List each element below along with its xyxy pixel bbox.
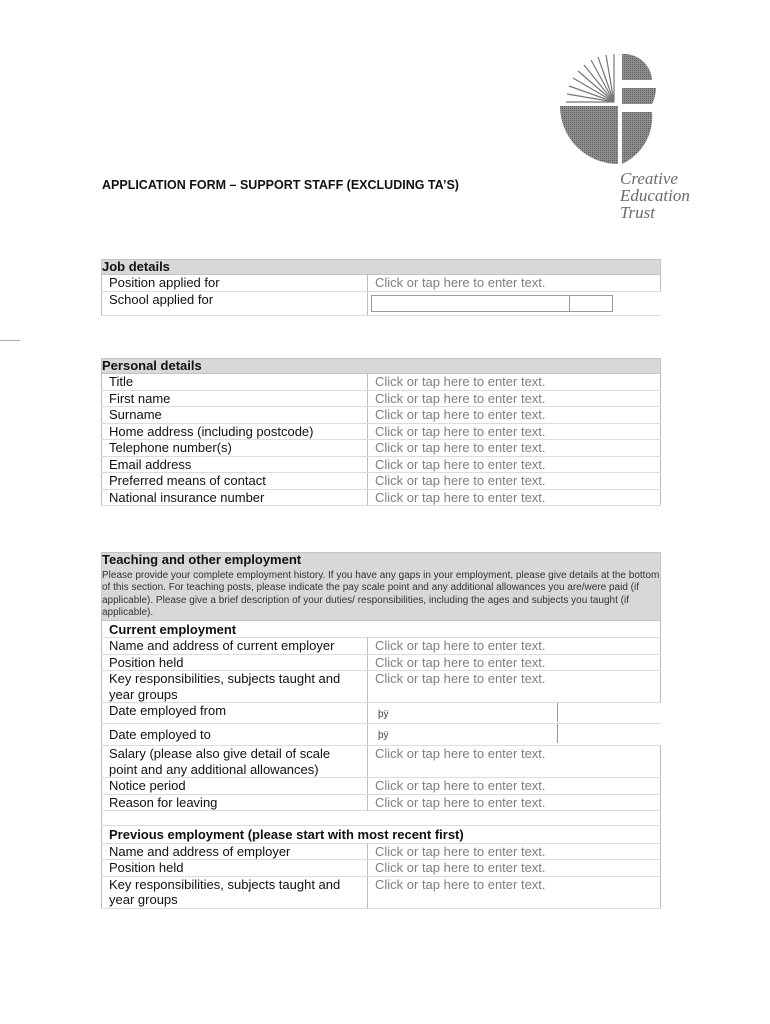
previous-responsibilities-label: Key responsibilities, subjects taught and year groups <box>102 876 368 908</box>
previous-responsibilities-field[interactable]: Click or tap here to enter text. <box>368 876 661 908</box>
date-to-label: Date employed to <box>102 723 368 746</box>
position-applied-label: Position applied for <box>102 275 368 292</box>
contact-means-label: Preferred means of contact <box>102 473 368 490</box>
salary-label: Salary (please also give detail of scale point and any additional allowances) <box>102 746 368 778</box>
date-from-label: Date employed from <box>102 703 368 724</box>
logo-wordmark: Creative Education Trust <box>620 169 690 222</box>
dropdown-arrow-icon[interactable] <box>569 296 612 311</box>
leaving-reason-field[interactable]: Click or tap here to enter text. <box>368 794 661 811</box>
employment-description: Please provide your complete employment history. If you have any gaps in your employment, please give details at the bottom of this section. For teaching posts, please indicate the pay scale point and any additional allowances you are/were paid (if applicable). Please give a brief description of your duties/ responsibilities, including the ages and subjects you taught (if applicable). <box>102 570 660 619</box>
home-address-label: Home address (including postcode) <box>102 423 368 440</box>
telephone-field[interactable]: Click or tap here to enter text. <box>368 440 661 457</box>
surname-label: Surname <box>102 407 368 424</box>
current-responsibilities-field[interactable]: Click or tap here to enter text. <box>368 671 661 703</box>
home-address-field[interactable]: Click or tap here to enter text. <box>368 423 661 440</box>
email-label: Email address <box>102 456 368 473</box>
school-applied-label: School applied for <box>102 291 368 315</box>
school-applied-dropdown[interactable] <box>371 295 613 312</box>
current-employer-field[interactable]: Click or tap here to enter text. <box>368 638 661 655</box>
previous-position-field[interactable]: Click or tap here to enter text. <box>368 860 661 877</box>
previous-employment-header: Previous employment (please start with most recent first) <box>102 826 661 844</box>
current-position-label: Position held <box>102 654 368 671</box>
page-title: APPLICATION FORM – SUPPORT STAFF (EXCLUDING TA’S) <box>102 178 459 192</box>
title-field[interactable]: Click or tap here to enter text. <box>368 374 661 391</box>
previous-position-label: Position held <box>102 860 368 877</box>
date-to-picker[interactable]: þÿ <box>368 724 558 743</box>
first-name-label: First name <box>102 390 368 407</box>
ni-number-label: National insurance number <box>102 489 368 506</box>
first-name-field[interactable]: Click or tap here to enter text. <box>368 390 661 407</box>
employment-section <box>101 552 661 909</box>
notice-period-label: Notice period <box>102 778 368 795</box>
margin-mark <box>0 340 20 341</box>
personal-details-section <box>101 358 661 506</box>
title-label: Title <box>102 374 368 391</box>
personal-details-header: Personal details <box>102 359 661 374</box>
date-from-cell <box>368 703 661 724</box>
creative-education-trust-emblem-icon <box>556 50 660 166</box>
salary-field[interactable]: Click or tap here to enter text. <box>368 746 661 778</box>
telephone-label: Telephone number(s) <box>102 440 368 457</box>
position-applied-field[interactable]: Click or tap here to enter text. <box>368 275 661 292</box>
current-responsibilities-label: Key responsibilities, subjects taught and year groups <box>102 671 368 703</box>
job-details-header: Job details <box>102 260 661 275</box>
spacer-row <box>102 811 661 826</box>
employment-header: Teaching and other employment Please provide your complete employment history. If you have any gaps in your employment, please give details at the bottom of this section. For teaching posts, please indicate the pay scale point and any additional allowances you are/were paid (if applicable). Please give a brief description of your duties/ responsibilities, including the ages and subjects you taught (if applicable). <box>102 552 660 619</box>
job-details-section <box>101 259 661 316</box>
leaving-reason-label: Reason for leaving <box>102 794 368 811</box>
email-field[interactable]: Click or tap here to enter text. <box>368 456 661 473</box>
date-to-cell <box>368 723 661 746</box>
previous-employer-field[interactable]: Click or tap here to enter text. <box>368 843 661 860</box>
ni-number-field[interactable]: Click or tap here to enter text. <box>368 489 661 506</box>
current-employment-header: Current employment <box>102 620 661 638</box>
school-applied-cell <box>368 291 661 315</box>
previous-employer-label: Name and address of employer <box>102 843 368 860</box>
surname-field[interactable]: Click or tap here to enter text. <box>368 407 661 424</box>
current-employer-label: Name and address of current employer <box>102 638 368 655</box>
current-position-field[interactable]: Click or tap here to enter text. <box>368 654 661 671</box>
notice-period-field[interactable]: Click or tap here to enter text. <box>368 778 661 795</box>
date-from-picker[interactable]: þÿ <box>368 703 558 722</box>
contact-means-field[interactable]: Click or tap here to enter text. <box>368 473 661 490</box>
